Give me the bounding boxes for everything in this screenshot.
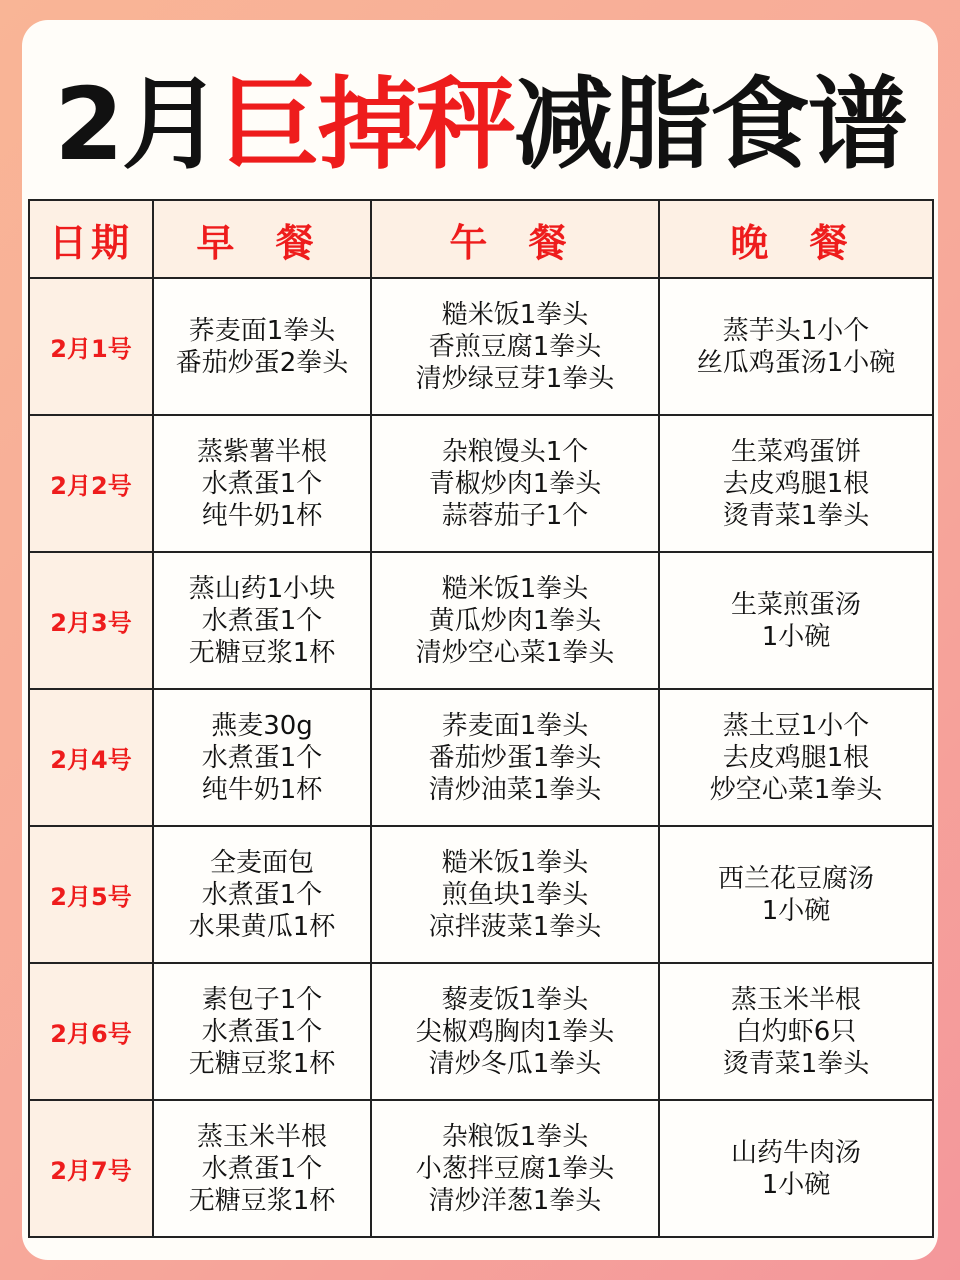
lunch-item: 糙米饭1拳头	[441, 299, 589, 330]
dinner-item: 去皮鸡腿1根	[722, 468, 870, 499]
breakfast-item: 蒸紫薯半根	[196, 436, 327, 467]
lunch-cell	[371, 552, 659, 689]
breakfast-item: 水煮蛋1个	[201, 1016, 323, 1047]
breakfast-item: 全麦面包	[209, 847, 314, 878]
lunch-item: 小葱拌豆腐1拳头	[415, 1153, 615, 1184]
lunch-item: 煎鱼块1拳头	[441, 879, 589, 910]
date-cell: 2月3号	[29, 552, 153, 689]
dinner-item: 去皮鸡腿1根	[722, 742, 870, 773]
dinner-item: 山药牛肉汤	[730, 1137, 861, 1168]
breakfast-item: 无糖豆浆1杯	[188, 637, 336, 668]
title-rest: 减脂食谱	[513, 66, 906, 183]
lunch-item: 清炒冬瓜1拳头	[428, 1048, 602, 1079]
date-cell: 2月6号	[29, 963, 153, 1100]
dinner-item: 丝瓜鸡蛋汤1小碗	[696, 347, 896, 378]
breakfast-item: 水果黄瓜1杯	[188, 911, 336, 942]
lunch-item: 藜麦饭1拳头	[441, 984, 589, 1015]
header-row	[29, 200, 933, 278]
lunch-cell	[371, 415, 659, 552]
lunch-cell	[371, 278, 659, 415]
date-cell: 2月4号	[29, 689, 153, 826]
breakfast-item: 蒸玉米半根	[196, 1121, 327, 1152]
lunch-item: 蒜蓉茄子1个	[441, 500, 589, 531]
dinner-cell	[659, 826, 933, 963]
menu-card	[22, 20, 938, 1260]
lunch-item: 尖椒鸡胸肉1拳头	[415, 1016, 615, 1047]
lunch-item: 黄瓜炒肉1拳头	[428, 605, 602, 636]
dinner-cell	[659, 963, 933, 1100]
lunch-cell	[371, 1100, 659, 1237]
dinner-item: 1小碗	[761, 621, 831, 652]
breakfast-item: 水煮蛋1个	[201, 468, 323, 499]
table-row	[29, 689, 933, 826]
dinner-item: 蒸玉米半根	[730, 984, 861, 1015]
page-title	[22, 66, 938, 183]
breakfast-item: 番茄炒蛋2拳头	[175, 347, 349, 378]
lunch-item: 清炒油菜1拳头	[428, 774, 602, 805]
lunch-item: 糙米饭1拳头	[441, 573, 589, 604]
title-month: 2月	[54, 66, 220, 183]
date-cell: 2月1号	[29, 278, 153, 415]
breakfast-cell	[153, 552, 371, 689]
breakfast-item: 燕麦30g	[211, 710, 313, 741]
breakfast-item: 无糖豆浆1杯	[188, 1185, 336, 1216]
lunch-item: 青椒炒肉1拳头	[428, 468, 602, 499]
dinner-item: 烫青菜1拳头	[722, 1048, 870, 1079]
header-dinner: 晚 餐	[659, 200, 933, 278]
lunch-item: 荞麦面1拳头	[441, 710, 589, 741]
lunch-cell	[371, 826, 659, 963]
date-cell: 2月7号	[29, 1100, 153, 1237]
lunch-item: 杂粮馒头1个	[441, 436, 589, 467]
dinner-item: 白灼虾6只	[735, 1016, 857, 1047]
breakfast-cell	[153, 1100, 371, 1237]
title-highlight: 巨掉秤	[219, 66, 514, 183]
dinner-item: 西兰花豆腐汤	[717, 863, 874, 894]
dinner-item: 蒸芋头1小个	[722, 315, 870, 346]
lunch-item: 糙米饭1拳头	[441, 847, 589, 878]
dinner-item: 生菜煎蛋汤	[730, 589, 861, 620]
dinner-item: 炒空心菜1拳头	[709, 774, 883, 805]
lunch-item: 清炒空心菜1拳头	[415, 637, 615, 668]
dinner-item: 1小碗	[761, 895, 831, 926]
meal-plan-table	[28, 199, 934, 1238]
table-row	[29, 826, 933, 963]
lunch-cell	[371, 963, 659, 1100]
table-row	[29, 963, 933, 1100]
lunch-item: 香煎豆腐1拳头	[428, 331, 602, 362]
header-breakfast: 早 餐	[153, 200, 371, 278]
breakfast-cell	[153, 278, 371, 415]
breakfast-cell	[153, 689, 371, 826]
dinner-cell	[659, 278, 933, 415]
breakfast-cell	[153, 963, 371, 1100]
breakfast-item: 水煮蛋1个	[201, 742, 323, 773]
lunch-item: 杂粮饭1拳头	[441, 1121, 589, 1152]
dinner-item: 生菜鸡蛋饼	[730, 436, 861, 467]
table-row	[29, 278, 933, 415]
lunch-item: 清炒洋葱1拳头	[428, 1185, 602, 1216]
breakfast-item: 水煮蛋1个	[201, 879, 323, 910]
table-body	[29, 278, 933, 1237]
dinner-cell	[659, 1100, 933, 1237]
header-date: 日期	[29, 200, 153, 278]
breakfast-item: 水煮蛋1个	[201, 1153, 323, 1184]
breakfast-item: 纯牛奶1杯	[201, 774, 323, 805]
lunch-item: 凉拌菠菜1拳头	[428, 911, 602, 942]
breakfast-cell	[153, 826, 371, 963]
breakfast-item: 无糖豆浆1杯	[188, 1048, 336, 1079]
breakfast-item: 蒸山药1小块	[188, 573, 336, 604]
table-row	[29, 552, 933, 689]
header-lunch: 午 餐	[371, 200, 659, 278]
breakfast-cell	[153, 415, 371, 552]
dinner-cell	[659, 415, 933, 552]
dinner-item: 1小碗	[761, 1169, 831, 1200]
dinner-cell	[659, 689, 933, 826]
breakfast-item: 水煮蛋1个	[201, 605, 323, 636]
breakfast-item: 素包子1个	[201, 984, 323, 1015]
lunch-cell	[371, 689, 659, 826]
date-cell: 2月2号	[29, 415, 153, 552]
breakfast-item: 荞麦面1拳头	[188, 315, 336, 346]
lunch-item: 番茄炒蛋1拳头	[428, 742, 602, 773]
dinner-item: 蒸土豆1小个	[722, 710, 870, 741]
table-row	[29, 1100, 933, 1237]
breakfast-item: 纯牛奶1杯	[201, 500, 323, 531]
dinner-item: 烫青菜1拳头	[722, 500, 870, 531]
dinner-cell	[659, 552, 933, 689]
table-row	[29, 415, 933, 552]
lunch-item: 清炒绿豆芽1拳头	[415, 363, 615, 394]
date-cell: 2月5号	[29, 826, 153, 963]
